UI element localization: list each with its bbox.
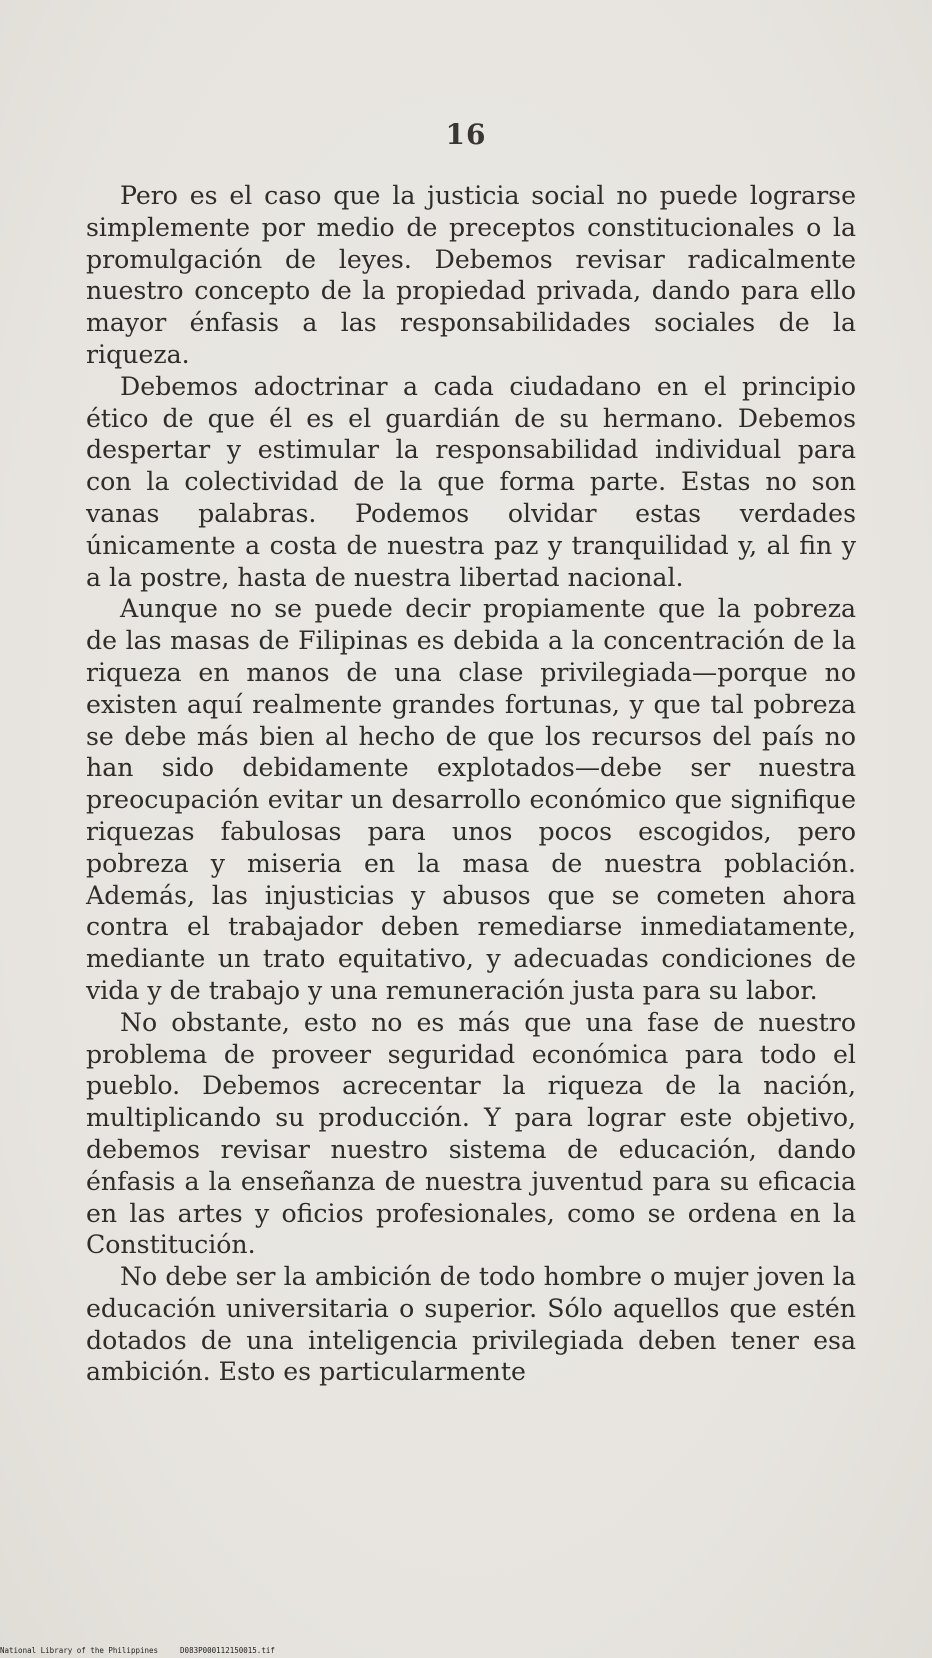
page-number: 16 bbox=[445, 118, 487, 151]
scan-footer bbox=[0, 1646, 297, 1655]
paragraph-5: No debe ser la ambición de todo hombre o mujer joven la educación universitaria o superior. Sólo aquellos que estén dotados de una inteligencia privilegiada deben tener esa ambición. Esto es particularmente bbox=[86, 1262, 856, 1387]
footer-file-id: D083P000112150015.tif bbox=[180, 1646, 275, 1655]
paragraph-1: Pero es el caso que la justicia social no puede lograrse simplemente por medio de preceptos constitucionales o la promulgación de leyes. Debemos revisar radicalmente nuestro concepto de la propiedad privada, dando para ello mayor énfasis a las responsabilidades sociales de la riqueza. bbox=[86, 181, 856, 369]
paragraph-4: No obstante, esto no es más que una fase de nuestro problema de proveer seguridad económica para todo el pueblo. Debemos acrecentar la riqueza de la nación, multiplicando su producción. Y para lograr este objetivo, debemos revisar nuestro sistema de educación, dando énfasis a la enseñanza de nuestra juventud para su eficacia en las artes y oficios profesionales, como se ordena en la Constitución. bbox=[86, 1007, 856, 1260]
paragraph-3: Aunque no se puede decir propiamente que la pobreza de las masas de Filipinas es debida a la concentración de la riqueza en manos de una clase privilegiada—porque no existen aquí realmente grandes fortunas, y que tal pobreza se debe más bien al hecho de que los recursos del país no han sido debidamente explotados—debe ser nuestra preocupación evitar un desarrollo económico que signifique riquezas fabulosas para unos pocos escogidos, pero pobreza y miseria en la masa de nuestra población. Además, las injusticias y abusos que se cometen ahora contra el trabajador deben remediarse inmediatamente, mediante un trato equitativo, y adecuadas condiciones de vida y de trabajo y una remuneración justa para su labor. bbox=[86, 594, 856, 1005]
footer-library: National Library of the Philippines bbox=[0, 1646, 159, 1655]
body-text bbox=[86, 180, 856, 1388]
paragraph-2: Debemos adoctrinar a cada ciudadano en el principio ético de que él es el guardián de su hermano. Debemos despertar y estimular la responsabilidad individual para con la colectividad de la que forma parte. Estas no son vanas palabras. Podemos olvidar estas verdades únicamente a costa de nuestra paz y tranquilidad y, al fin y a la postre, hasta de nuestra libertad nacional. bbox=[86, 371, 856, 592]
